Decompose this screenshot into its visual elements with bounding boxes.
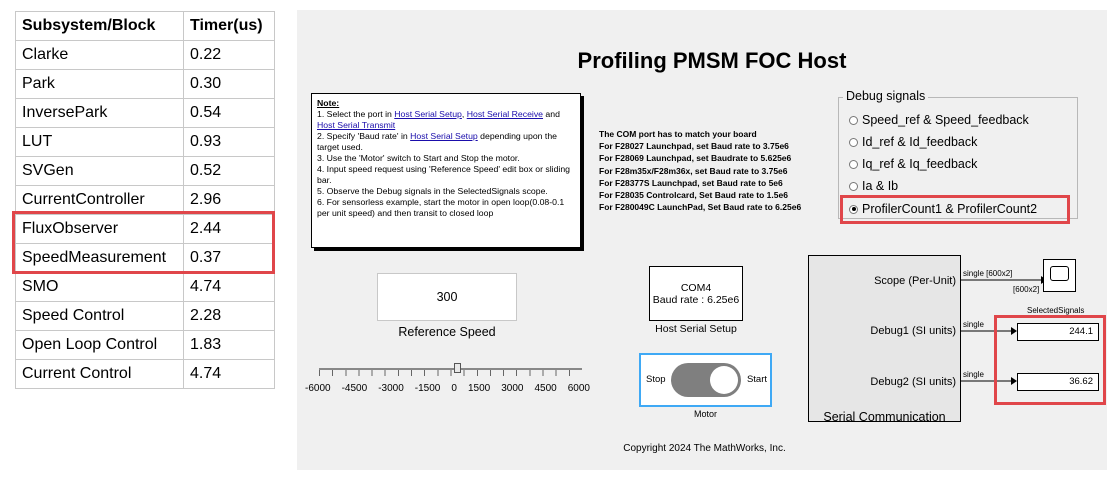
table-row	[16, 331, 275, 360]
table-row	[16, 302, 275, 331]
table-row	[16, 70, 275, 99]
motor-label: Motor	[693, 409, 717, 419]
block-name: LUT	[16, 128, 184, 157]
timer-value: 0.37	[184, 244, 275, 273]
debug1-signal-label: single	[963, 320, 984, 329]
table-row	[16, 360, 275, 389]
host-serial-receive-link[interactable]: Host Serial Receive	[466, 109, 544, 119]
timer-value: 0.93	[184, 128, 275, 157]
com-info-line: The COM port has to match your board	[599, 129, 757, 139]
baud-rate-text: Baud rate : 6.25e6	[652, 294, 740, 306]
block-name: SMO	[16, 273, 184, 302]
slider-tick-label: 4500	[534, 383, 557, 394]
table-row	[16, 215, 275, 244]
scope-signal-label: single [600x2]	[963, 269, 1013, 278]
signal-lines	[297, 10, 1107, 470]
timer-value: 2.28	[184, 302, 275, 331]
reference-speed-input[interactable]: 300	[377, 273, 517, 321]
debug2-display: 36.62	[1017, 373, 1099, 391]
reference-speed-label: Reference Speed	[398, 325, 496, 339]
table-row	[16, 244, 275, 273]
timer-value: 1.83	[184, 331, 275, 360]
table-row	[16, 186, 275, 215]
table-row	[16, 128, 275, 157]
slider-tick-label: -1500	[414, 383, 441, 394]
radio-label: Ia & Ib	[862, 179, 899, 193]
note-step-6: 6. For sensorless example, start the motor in open loop(0.08-0.1 per unit speed) and then transit to closed loop	[317, 197, 565, 218]
table-row	[16, 99, 275, 128]
host-serial-setup-label: Host Serial Setup	[655, 323, 737, 335]
slider-tick-label: 0	[451, 383, 457, 394]
note-step-5: 5. Observe the Debug signals in the SelectedSignals scope.	[317, 186, 548, 196]
port-debug2: Debug2 (SI units)	[870, 376, 956, 388]
debug2-signal-label: single	[963, 370, 984, 379]
timer-value: 0.30	[184, 70, 275, 99]
note-title: Note:	[317, 98, 340, 108]
radio-label: Id_ref & Id_feedback	[862, 135, 978, 149]
com-info-line: For F28m35x/F28m36x, set Baud rate to 3.75e6	[599, 165, 788, 176]
debug-signals-legend: Debug signals	[843, 89, 928, 103]
com-port-text: COM4	[680, 282, 712, 294]
block-name: SVGen	[16, 157, 184, 186]
block-name: Clarke	[16, 41, 184, 70]
motor-start-label: Start	[746, 374, 767, 385]
debug1-display: 244.1	[1017, 323, 1099, 341]
note-step-3: 3. Use the 'Motor' switch to Start and Stop the motor.	[317, 153, 520, 163]
timer-value: 4.74	[184, 273, 275, 302]
radio-label: ProfilerCount1 & ProfilerCount2	[862, 202, 1038, 216]
note-text: 2. Specify 'Baud rate' in	[317, 131, 411, 141]
scope-label: SelectedSignals	[1027, 306, 1085, 315]
model-title: Profiling PMSM FOC Host	[577, 48, 847, 73]
host-serial-setup-link[interactable]: Host Serial Setup	[410, 131, 478, 141]
timer-value: 2.44	[184, 215, 275, 244]
table-row	[16, 157, 275, 186]
timer-table	[15, 11, 275, 389]
port-scope: Scope (Per-Unit)	[874, 275, 956, 287]
note-step-4: 4. Input speed request using 'Reference Speed' edit box or sliding bar.	[317, 164, 571, 185]
block-name: InversePark	[16, 99, 184, 128]
timer-value: 0.54	[184, 99, 275, 128]
scope-dim-label: [600x2]	[1013, 285, 1040, 294]
block-name: FluxObserver	[16, 215, 184, 244]
block-name: Open Loop Control	[16, 331, 184, 360]
timer-value: 0.52	[184, 157, 275, 186]
com-info-line: For F28377S Launchpad, set Baud rate to 5e6	[599, 177, 783, 188]
block-name: SpeedMeasurement	[16, 244, 184, 273]
com-info-line: For F280049C LaunchPad, Set Baud rate to 6.25e6	[599, 202, 802, 213]
com-info-line: For F28035 Controlcard, Set Baud rate to 1.5e6	[599, 190, 788, 201]
motor-stop-label: Stop	[646, 374, 666, 385]
note-text: and	[543, 109, 560, 119]
block-name: CurrentController	[16, 186, 184, 215]
block-name: Park	[16, 70, 184, 99]
block-name: Speed Control	[16, 302, 184, 331]
scope-icon	[1050, 266, 1069, 281]
slider-tick-label: -3000	[378, 383, 404, 394]
com-info-line: For F28027 Launchpad, set Baud rate to 3.75e6	[599, 141, 789, 152]
block-name: Current Control	[16, 360, 184, 389]
radio-label: Speed_ref & Speed_feedback	[862, 113, 1029, 127]
host-serial-setup-link[interactable]: Host Serial Setup	[394, 109, 462, 119]
table-row	[16, 41, 275, 70]
table-header-row	[16, 12, 275, 41]
note-text: 1. Select the port in	[317, 109, 395, 119]
timer-value: 2.96	[184, 186, 275, 215]
note-text: depending upon the target used.	[317, 131, 557, 152]
com-info-line: For F28069 Launchpad, set Baudrate to 5.625e6	[599, 153, 792, 164]
table-row	[16, 273, 275, 302]
timer-value: 0.22	[184, 41, 275, 70]
radio-label: Iq_ref & Iq_feedback	[862, 157, 978, 171]
selected-signals-scope[interactable]	[1043, 259, 1076, 292]
simulink-canvas	[297, 10, 1107, 470]
slider-tick-label: -6000	[305, 383, 331, 394]
slider-tick-label: -4500	[341, 383, 368, 394]
timer-value: 4.74	[184, 360, 275, 389]
note-text: ,	[461, 109, 467, 119]
header-subsystem: Subsystem/Block	[16, 12, 184, 41]
serial-communication-label: Serial Communication	[823, 410, 946, 424]
slider-tick-label: 1500	[467, 383, 491, 394]
header-timer: Timer(us)	[184, 12, 275, 41]
host-serial-transmit-link[interactable]: Host Serial Transmit	[317, 120, 396, 130]
copyright: Copyright 2024 The MathWorks, Inc.	[623, 443, 786, 454]
slider-tick-label: 6000	[567, 383, 590, 394]
slider-tick-label: 3000	[501, 383, 524, 394]
port-debug1: Debug1 (SI units)	[870, 325, 956, 337]
